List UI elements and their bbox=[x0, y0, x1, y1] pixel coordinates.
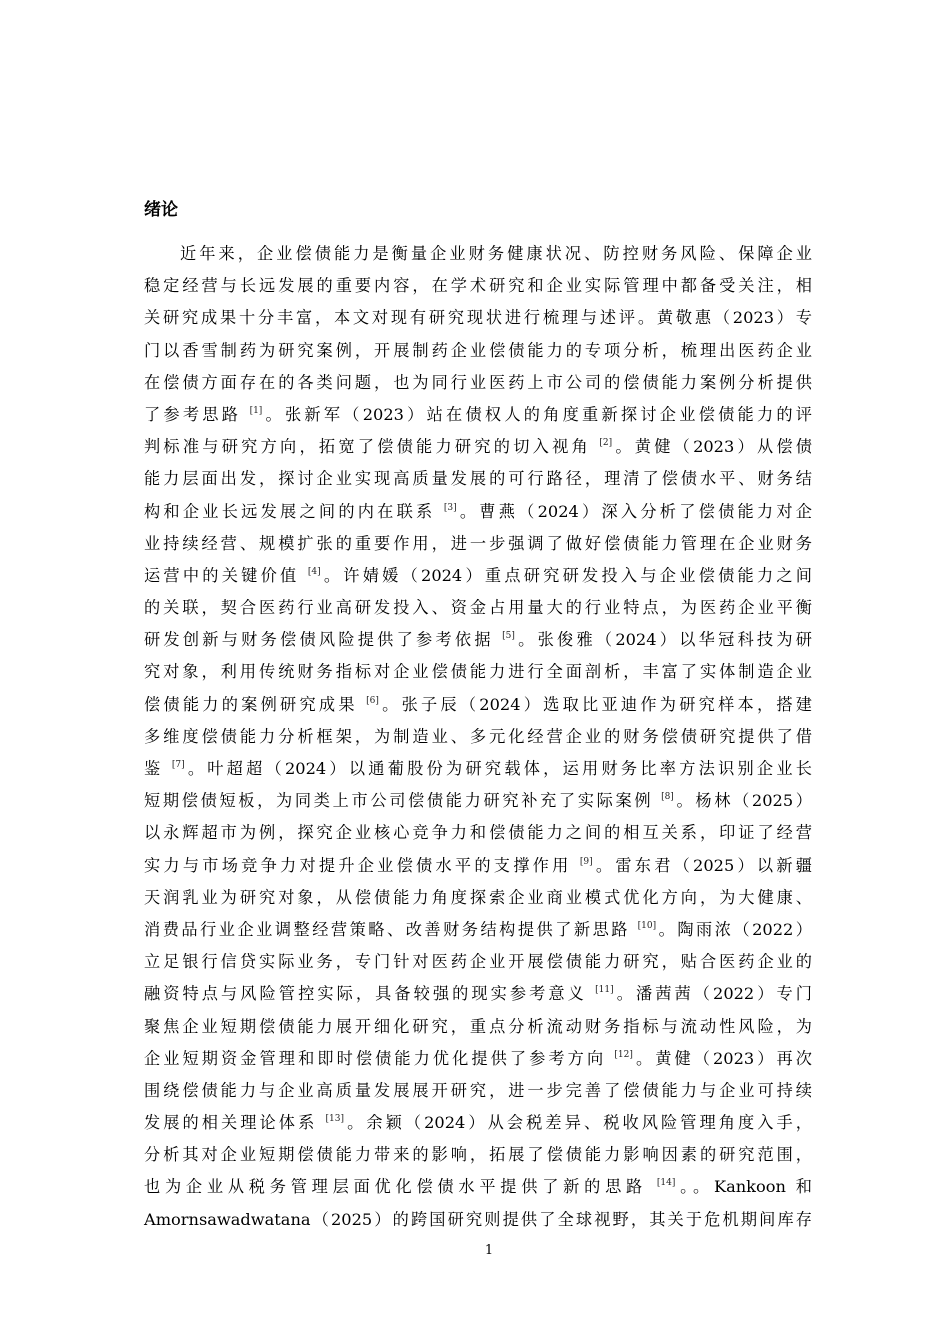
text-segment: 。张新军（2023）站在债权人的角度重新探讨企业偿债能力的评 bbox=[262, 404, 812, 424]
citation-marker: [1] bbox=[249, 405, 263, 416]
text-segment: 。曹燕（2024）深入分析了偿债能力对企 bbox=[456, 501, 812, 521]
text-line bbox=[144, 1204, 812, 1236]
text-segment: 立足银行信贷实际业务，专门针对医药企业开展偿债能力研究，贴合医药企业的 bbox=[144, 952, 812, 972]
text-line bbox=[144, 978, 812, 1010]
text-segment: 天润乳业为研究对象，从偿债能力角度探索企业商业模式优化方向，为大健康、 bbox=[144, 887, 812, 907]
text-segment: 了参考思路 bbox=[144, 404, 250, 424]
citation-marker: [6] bbox=[366, 695, 379, 706]
text-line bbox=[144, 335, 812, 367]
text-segment: 。张子辰（2024）选取比亚迪作为研究样本，搭建 bbox=[378, 694, 812, 714]
text-segment: 企业短期资金管理和即时偿债能力优化提供了参考方向 bbox=[144, 1048, 615, 1068]
text-line bbox=[144, 946, 812, 978]
text-line bbox=[144, 753, 812, 785]
text-line bbox=[144, 850, 812, 882]
text-segment: 。。Kankoon 和 bbox=[675, 1177, 812, 1197]
text-line bbox=[144, 817, 812, 849]
text-segment: 融资特点与风险管控实际，具备较强的现实参考意义 bbox=[144, 984, 596, 1004]
text-segment: 运营中的关键价值 bbox=[144, 565, 308, 585]
citation-marker: [13] bbox=[325, 1114, 345, 1125]
text-segment: 究对象，利用传统财务指标对企业偿债能力进行全面剖析，丰富了实体制造企业 bbox=[144, 662, 812, 682]
citation-marker: [2] bbox=[599, 438, 613, 449]
text-segment: 判标准与研究方向，拓宽了偿债能力研究的切入视角 bbox=[144, 437, 600, 457]
text-segment: Amornsawadwatana（2025）的跨国研究则提供了全球视野，其关于危机期间库存 bbox=[144, 1209, 812, 1229]
text-segment: 在偿债方面存在的各类问题，也为同行业医药上市公司的偿债能力案例分析提供 bbox=[144, 372, 812, 392]
text-segment: 业持续经营、规模扩张的重要作用，进一步强调了做好偿债能力管理在企业财务 bbox=[144, 533, 812, 553]
text-segment: 围绕偿债能力与企业高质量发展展开研究，进一步完善了偿债能力与企业可持续 bbox=[144, 1080, 812, 1100]
text-line bbox=[144, 302, 812, 334]
text-segment: 。杨林（2025） bbox=[673, 791, 812, 811]
text-line bbox=[144, 1011, 812, 1043]
text-segment: 分析其对企业短期偿债能力带来的影响，拓展了偿债能力影响因素的研究范围， bbox=[144, 1145, 812, 1165]
text-line bbox=[144, 463, 812, 495]
page-number: 1 bbox=[484, 1243, 494, 1258]
text-segment: 。陶雨浓（2022） bbox=[656, 919, 812, 939]
text-segment: 以永辉超市为例，探究企业核心竞争力和偿债能力之间的相互关系，印证了经营 bbox=[144, 823, 812, 843]
section-heading: 绪论 bbox=[144, 200, 178, 220]
text-line bbox=[144, 496, 812, 528]
text-line bbox=[144, 624, 812, 656]
text-segment: 。黄健（2023）从偿债 bbox=[612, 437, 812, 457]
text-line bbox=[144, 656, 812, 688]
text-line bbox=[144, 689, 812, 721]
text-segment: 。潘茜茜（2022）专门 bbox=[613, 984, 812, 1004]
text-segment: 。张俊雅（2024）以华冠科技为研 bbox=[514, 630, 812, 650]
text-segment: 消费品行业企业调整经营策略、改善财务结构提供了新思路 bbox=[144, 919, 638, 939]
text-segment: 能力层面出发，探讨企业实现高质量发展的可行路径，理清了偿债水平、财务结 bbox=[144, 469, 812, 489]
text-line bbox=[144, 882, 812, 914]
text-segment: 的关联，契合医药行业高研发投入、资金占用量大的行业特点，为医药企业平衡 bbox=[144, 598, 812, 618]
citation-marker: [5] bbox=[502, 631, 515, 642]
citation-marker: [8] bbox=[661, 792, 674, 803]
text-line bbox=[144, 238, 812, 270]
text-segment: 偿债能力的案例研究成果 bbox=[144, 694, 367, 714]
body-paragraph bbox=[144, 238, 812, 1236]
text-segment: 发展的相关理论体系 bbox=[144, 1113, 326, 1133]
text-segment: 。雷东君（2025）以新疆 bbox=[592, 855, 812, 875]
text-line bbox=[144, 270, 812, 302]
citation-marker: [4] bbox=[307, 566, 321, 577]
text-segment: 稳定经营与长远发展的重要内容，在学术研究和企业实际管理中都备受关注，相 bbox=[144, 276, 812, 296]
text-line bbox=[144, 1139, 812, 1171]
citation-marker: [3] bbox=[443, 502, 457, 513]
citation-marker: [12] bbox=[614, 1049, 633, 1060]
text-segment: 。许婧媛（2024）重点研究研发投入与企业偿债能力之间 bbox=[320, 565, 812, 585]
text-line bbox=[144, 399, 812, 431]
text-line bbox=[144, 1107, 812, 1139]
text-segment: 研发创新与财务偿债风险提供了参考依据 bbox=[144, 630, 503, 650]
text-line bbox=[144, 528, 812, 560]
text-line bbox=[144, 560, 812, 592]
text-line bbox=[144, 1171, 812, 1203]
text-line bbox=[144, 914, 812, 946]
text-line bbox=[144, 785, 812, 817]
text-segment: 。余颖（2024）从会税差异、税收风险管理角度入手， bbox=[344, 1113, 812, 1133]
text-segment: 实力与市场竞争力对提升企业偿债水平的支撑作用 bbox=[144, 855, 580, 875]
text-segment: 构和企业长远发展之间的内在联系 bbox=[144, 501, 444, 521]
text-segment: 聚焦企业短期偿债能力展开细化研究，重点分析流动财务指标与流动性风险，为 bbox=[144, 1016, 812, 1036]
text-segment: 鉴 bbox=[144, 759, 172, 778]
text-segment: 短期偿债短板，为同类上市公司偿债能力研究补充了实际案例 bbox=[144, 791, 662, 811]
text-segment: 多维度偿债能力分析框架，为制造业、多元化经营企业的财务偿债研究提供了借 bbox=[144, 726, 812, 746]
text-segment: 。黄健（2023）再次 bbox=[632, 1048, 812, 1068]
text-segment: 也为企业从税务管理层面优化偿债水平提供了新的思路 bbox=[144, 1177, 657, 1197]
citation-marker: [11] bbox=[595, 985, 614, 996]
text-line bbox=[144, 592, 812, 624]
citation-marker: [14] bbox=[656, 1178, 676, 1189]
citation-marker: [7] bbox=[171, 760, 185, 770]
text-line bbox=[144, 431, 812, 463]
text-segment: 关研究成果十分丰富，本文对现有研究现状进行梳理与述评。黄敬惠（2023）专 bbox=[144, 308, 812, 328]
citation-marker: [10] bbox=[637, 920, 657, 931]
text-segment: 门以香雪制药为研究案例，开展制药企业偿债能力的专项分析，梳理出医药企业 bbox=[144, 340, 812, 360]
text-line bbox=[144, 1075, 812, 1107]
text-line bbox=[144, 367, 812, 399]
text-segment: 近年来，企业偿债能力是衡量企业财务健康状况、防控财务风险、保障企业 bbox=[180, 244, 812, 263]
citation-marker: [9] bbox=[579, 856, 593, 867]
text-line bbox=[144, 721, 812, 753]
text-line bbox=[144, 1043, 812, 1075]
text-segment: 。叶超超（2024）以通葡股份为研究载体，运用财务比率方法识别企业长 bbox=[184, 759, 812, 778]
